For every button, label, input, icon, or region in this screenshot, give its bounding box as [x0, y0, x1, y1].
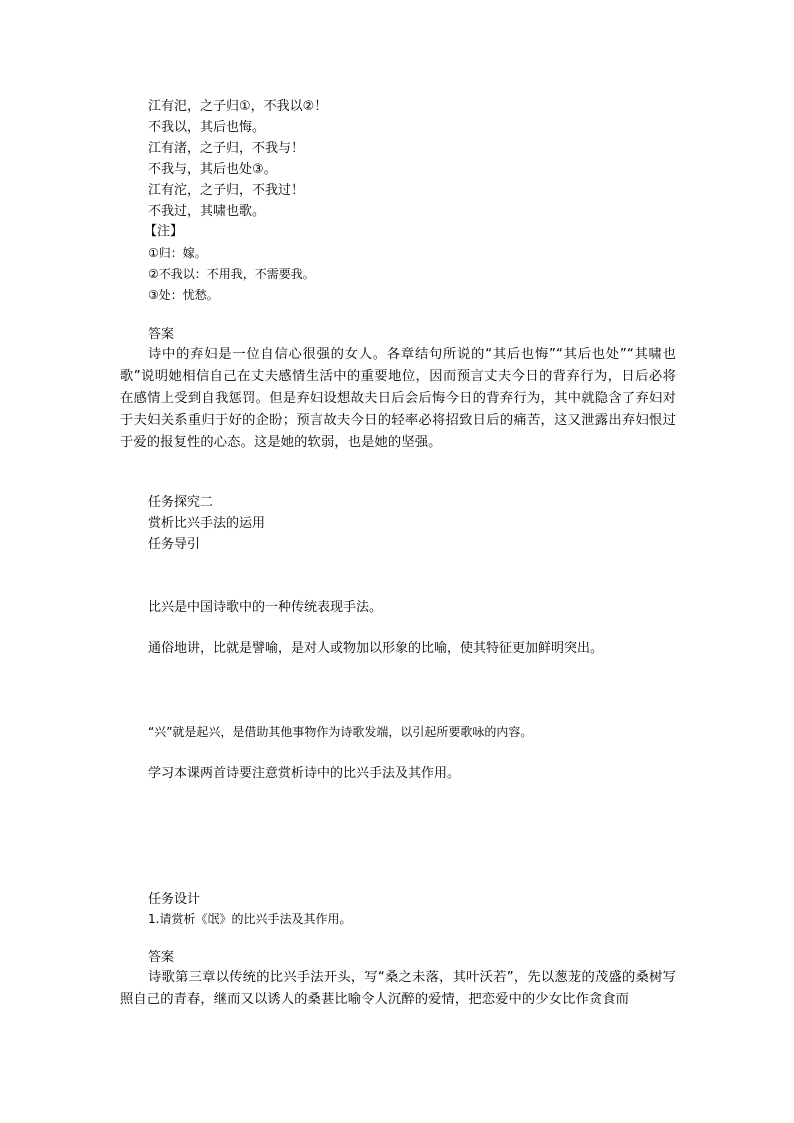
- design-label: 任务设计: [148, 892, 201, 907]
- poem-line: 江有汜，之子归①，不我以②！: [148, 99, 328, 114]
- notes-heading: 【注】: [144, 224, 184, 239]
- answer-text: 诗歌第三章以传统的比兴手法开头，写“桑之未落，其叶沃若”，先以葱茏的茂盛的桑树写照自己的青春，继而又以诱人的桑葚比喻令人沉醉的爱情，把恋爱中的少女比作贪食而: [120, 970, 676, 1007]
- note-item: ①归：嫁。: [148, 246, 207, 260]
- poem-line: 不我以，其后也悔。: [148, 120, 266, 135]
- answer-label: 答案: [148, 950, 175, 965]
- guide-paragraph: 比兴是中国诗歌中的一种传统表现手法。: [148, 600, 383, 615]
- guide-paragraph: “兴”就是起兴，是借助其他事物作为诗歌发端，以引起所要歌咏的内容。: [148, 725, 533, 739]
- poem-line: 江有沱，之子归，不我过！: [148, 183, 305, 198]
- guide-paragraph: 学习本课两首诗要注意赏析诗中的比兴手法及其作用。: [148, 766, 461, 781]
- answer-text: 诗中的弃妇是一位自信心很强的女人。各章结句所说的“其后也悔”“其后也处”“其啸也歌”说明她相信自己在丈夫感情生活中的重要地位，因而预言丈夫今日的背弃行为，日后必将在感情上受到自我惩罚。但是弃妇设想故夫日后会后悔今日的背弃行为，其中就隐含了弃妇对于夫妇关系重归于好的企盼；预言故夫今日的轻率必将招致日后的痛苦，这又泄露出弃妇恨过于爱的报复性的心态。这是她的软弱，也是她的坚强。: [120, 347, 676, 450]
- guide-paragraph: 通俗地讲，比就是譬喻，是对人或物加以形象的比喻，使其特征更加鲜明突出。: [148, 641, 604, 656]
- design-question: 1.请赏析《氓》的比兴手法及其作用。: [148, 912, 352, 926]
- poem-line: 不我与，其后也处③。: [148, 162, 277, 177]
- section-title: 任务探究二: [148, 495, 214, 510]
- poem-line: 江有渚，之子归，不我与！: [148, 141, 305, 156]
- section-subtitle: 赏析比兴手法的运用: [148, 516, 266, 531]
- note-item: ②不我以：不用我，不需要我。: [148, 267, 315, 281]
- guide-label: 任务导引: [148, 537, 201, 552]
- note-item: ③处：忧愁。: [148, 288, 219, 302]
- poem-line: 不我过，其啸也歌。: [148, 204, 266, 219]
- answer-label: 答案: [148, 327, 175, 342]
